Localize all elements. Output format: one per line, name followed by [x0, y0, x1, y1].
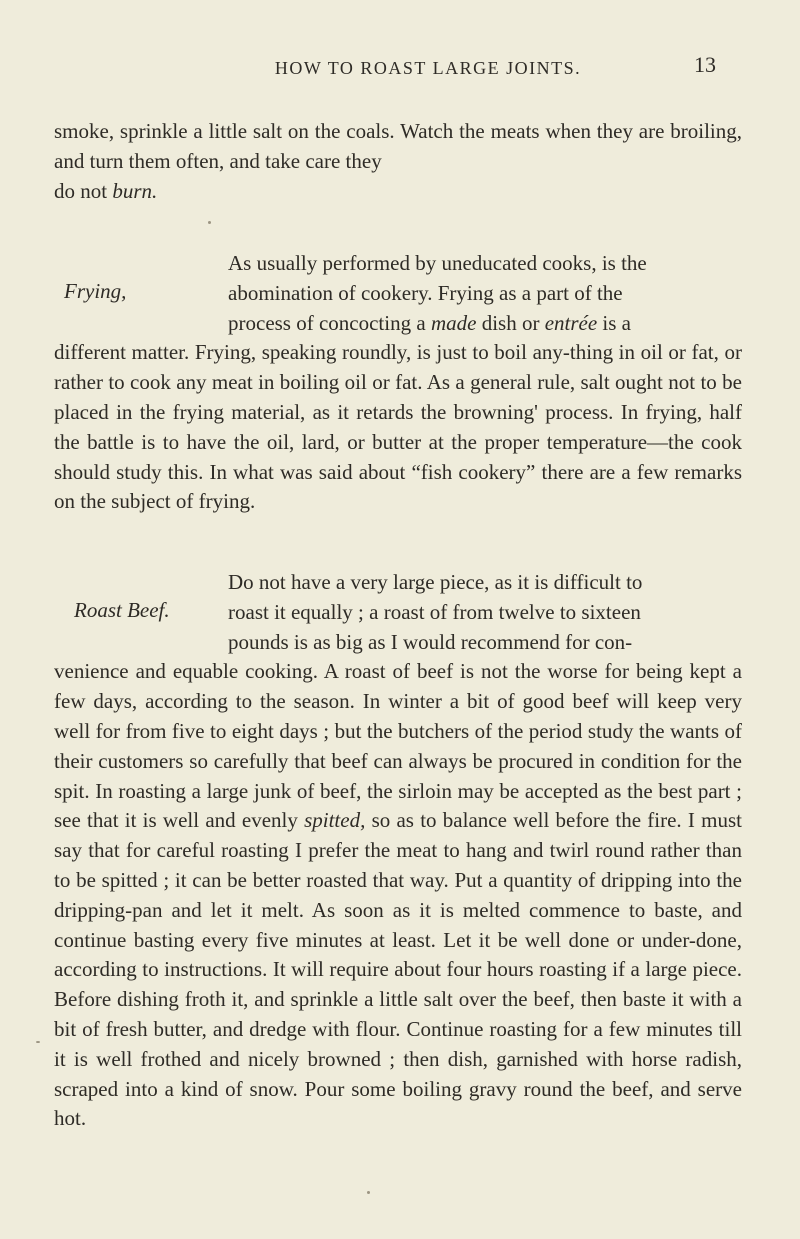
italic-word: made	[430, 310, 477, 335]
text-fragment: dish or	[476, 310, 545, 335]
paragraph-body: so as to balance well before the fire. I must say that for careful roasting I prefer the meat to hang and twirl round rather than to be spitted ; it can be better roasted that way. Put a quantity of dripping into the dripping-pan and let it melt. As soon as it is melted commence to baste, and continue basting every five minutes at least. Let it be well done or under-done, according to instructions. It will require about four hours roasting if a large piece. Before dishing froth it, and sprinkle a little salt over the beef, then baste it with a bit of fresh butter, and dredge with flour. Continue roasting for a few minutes till it is well frothed and nicely browned ; then dish, garnished with horse radish, scraped into a kind of snow. Pour some boiling gravy round the beef, and serve hot.	[54, 808, 742, 1131]
paragraph-body: different matter. Frying, speaking roundly, is just to boil any-thing in oil or fat, or rather to cook any meat in boiling oil or fat. As a general rule, salt ought not to be placed in the frying material, as it retards the browning' process. In frying, half the battle is to have the oil, lard, or butter at the proper temperature—the cook should study this. In what was said about “fish cookery” there are a few remarks on the subject of frying.	[54, 340, 742, 514]
running-head: HOW TO ROAST LARGE JOINTS.	[274, 58, 582, 78]
text-line: when they are broiling, and turn them often, and take care they	[54, 119, 743, 173]
text-line: abomination of cookery. Frying as a part of the	[228, 280, 623, 305]
paper-speck	[367, 1191, 370, 1194]
paragraph-broiling	[54, 117, 742, 206]
paragraph-frying	[54, 249, 742, 517]
margin-heading-frying: Frying,	[64, 279, 127, 303]
text-line: As usually performed by uneducated cooks, is the	[228, 251, 647, 275]
page-number: 13	[694, 52, 716, 77]
text-line: roast it equally ; a roast of from twelve to sixteen	[228, 599, 641, 624]
text-fragment: is a	[597, 310, 631, 335]
italic-word: entrée	[544, 310, 598, 335]
italic-word: burn.	[112, 178, 158, 203]
italic-word: spitted,	[304, 808, 366, 833]
text-line: Do not have a very large piece, as it is difficult to	[228, 570, 643, 594]
paragraph-body: venience and equable cooking. A roast of beef is not the worse for being kept a few days, according to the season. In winter a bit of good beef will keep very well for from five to eight days ; but the butchers of the period study the wants of their customers so carefully that beef can always be procured in condition for the spit. In roasting a large junk of beef, the sirloin may be accepted as the best part ; see that it is well and evenly	[54, 659, 742, 833]
margin-heading-roast-beef: Roast Beef.	[74, 598, 170, 622]
text-fragment: process of concocting a	[228, 310, 431, 335]
paper-speck	[36, 1041, 40, 1043]
paragraph-roast-beef	[54, 568, 742, 1134]
text-line: pounds is as big as I would recommend for con-	[228, 629, 633, 654]
text-line: do not	[54, 178, 113, 203]
text-line: smoke, sprinkle a little salt on the coals. Watch the meats	[54, 119, 540, 143]
text-line-mixed	[54, 309, 742, 339]
paper-speck	[208, 221, 211, 224]
